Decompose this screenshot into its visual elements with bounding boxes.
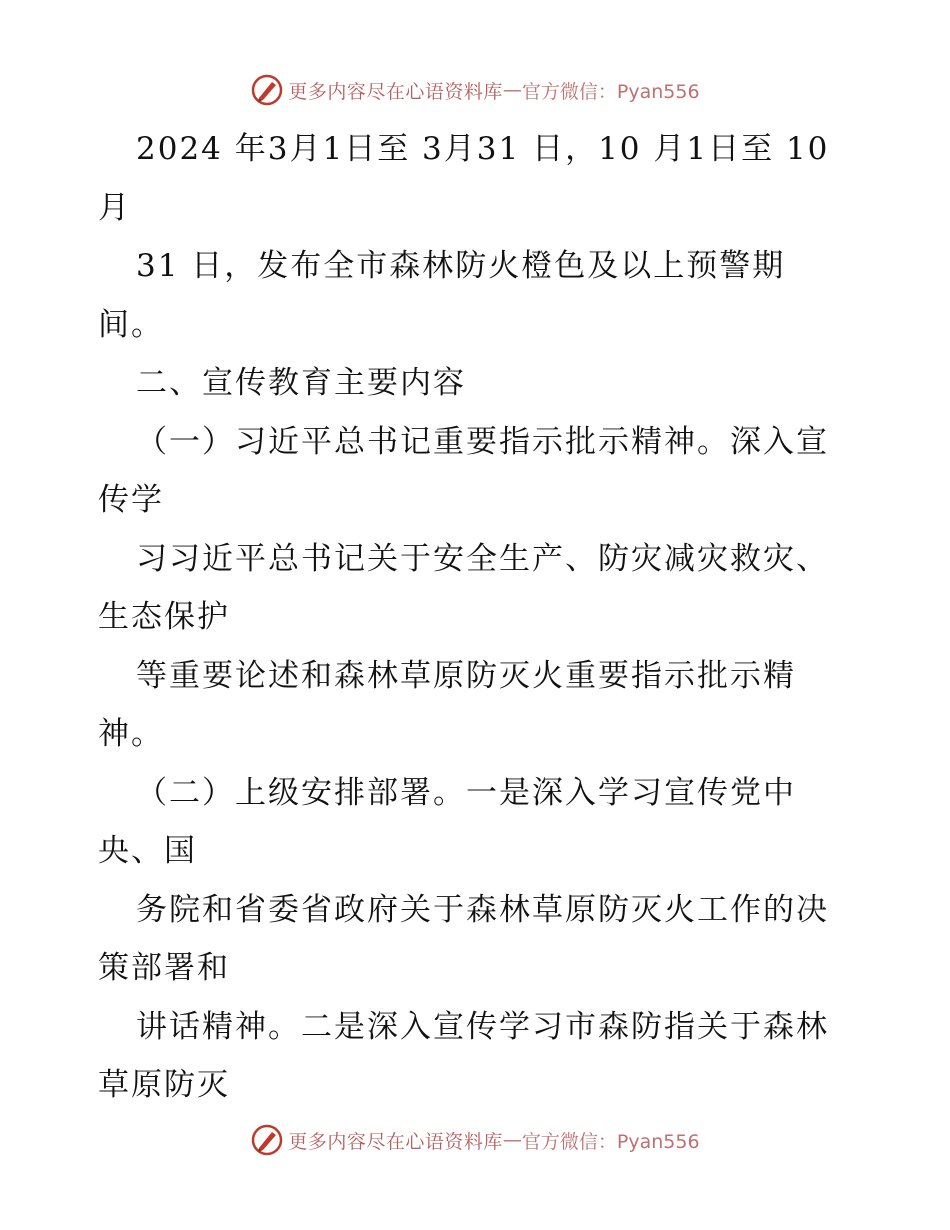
text-line: 月 <box>98 189 131 226</box>
text-line: 等重要论述和森林草原防灭火重要指示批示精 <box>136 657 796 694</box>
footer-banner <box>0 1120 950 1160</box>
footer-banner-separator: — <box>502 1129 522 1151</box>
text-line: 2024 年3月1日至 3月31 日，10 月1日至 10 <box>136 131 830 167</box>
header-banner-text: 更多内容尽在心语资料库 <box>288 80 503 103</box>
text-line: 草原防灭 <box>98 1067 230 1103</box>
text-line: 传学 <box>98 482 164 518</box>
text-line: 神。 <box>98 716 164 752</box>
header-banner-suffix: 官方微信：Pyan556 <box>521 80 700 103</box>
text-line: 策部署和 <box>98 950 230 986</box>
text-line: （一）习近平总书记重要指示批示精神。深入宣 <box>136 423 829 460</box>
text-line: 间。 <box>98 306 164 343</box>
text-line: 央、国 <box>98 833 197 869</box>
footer-banner-suffix: 官方微信：Pyan556 <box>521 1130 700 1153</box>
text-line: 讲话精神。二是深入宣传学习市森防指关于森林 <box>136 1008 829 1045</box>
section-heading: 二、宣传教育主要内容 <box>136 365 466 401</box>
pen-logo-icon <box>250 73 284 107</box>
text-line: 习习近平总书记关于安全生产、防灾减灾救灾、 <box>136 540 829 577</box>
text-line: 生态保护 <box>98 599 230 635</box>
header-banner-separator: — <box>502 79 522 101</box>
text-line: （二）上级安排部署。一是深入学习宣传党中 <box>136 774 796 811</box>
text-line: 务院和省委省政府关于森林草原防灭火工作的决 <box>136 891 829 928</box>
pen-logo-icon <box>250 1123 284 1157</box>
footer-banner-text: 更多内容尽在心语资料库 <box>288 1130 503 1153</box>
text-line: 31 日，发布全市森林防火橙色及以上预警期 <box>136 248 786 284</box>
body-text <box>98 120 868 1115</box>
header-banner <box>0 70 950 110</box>
